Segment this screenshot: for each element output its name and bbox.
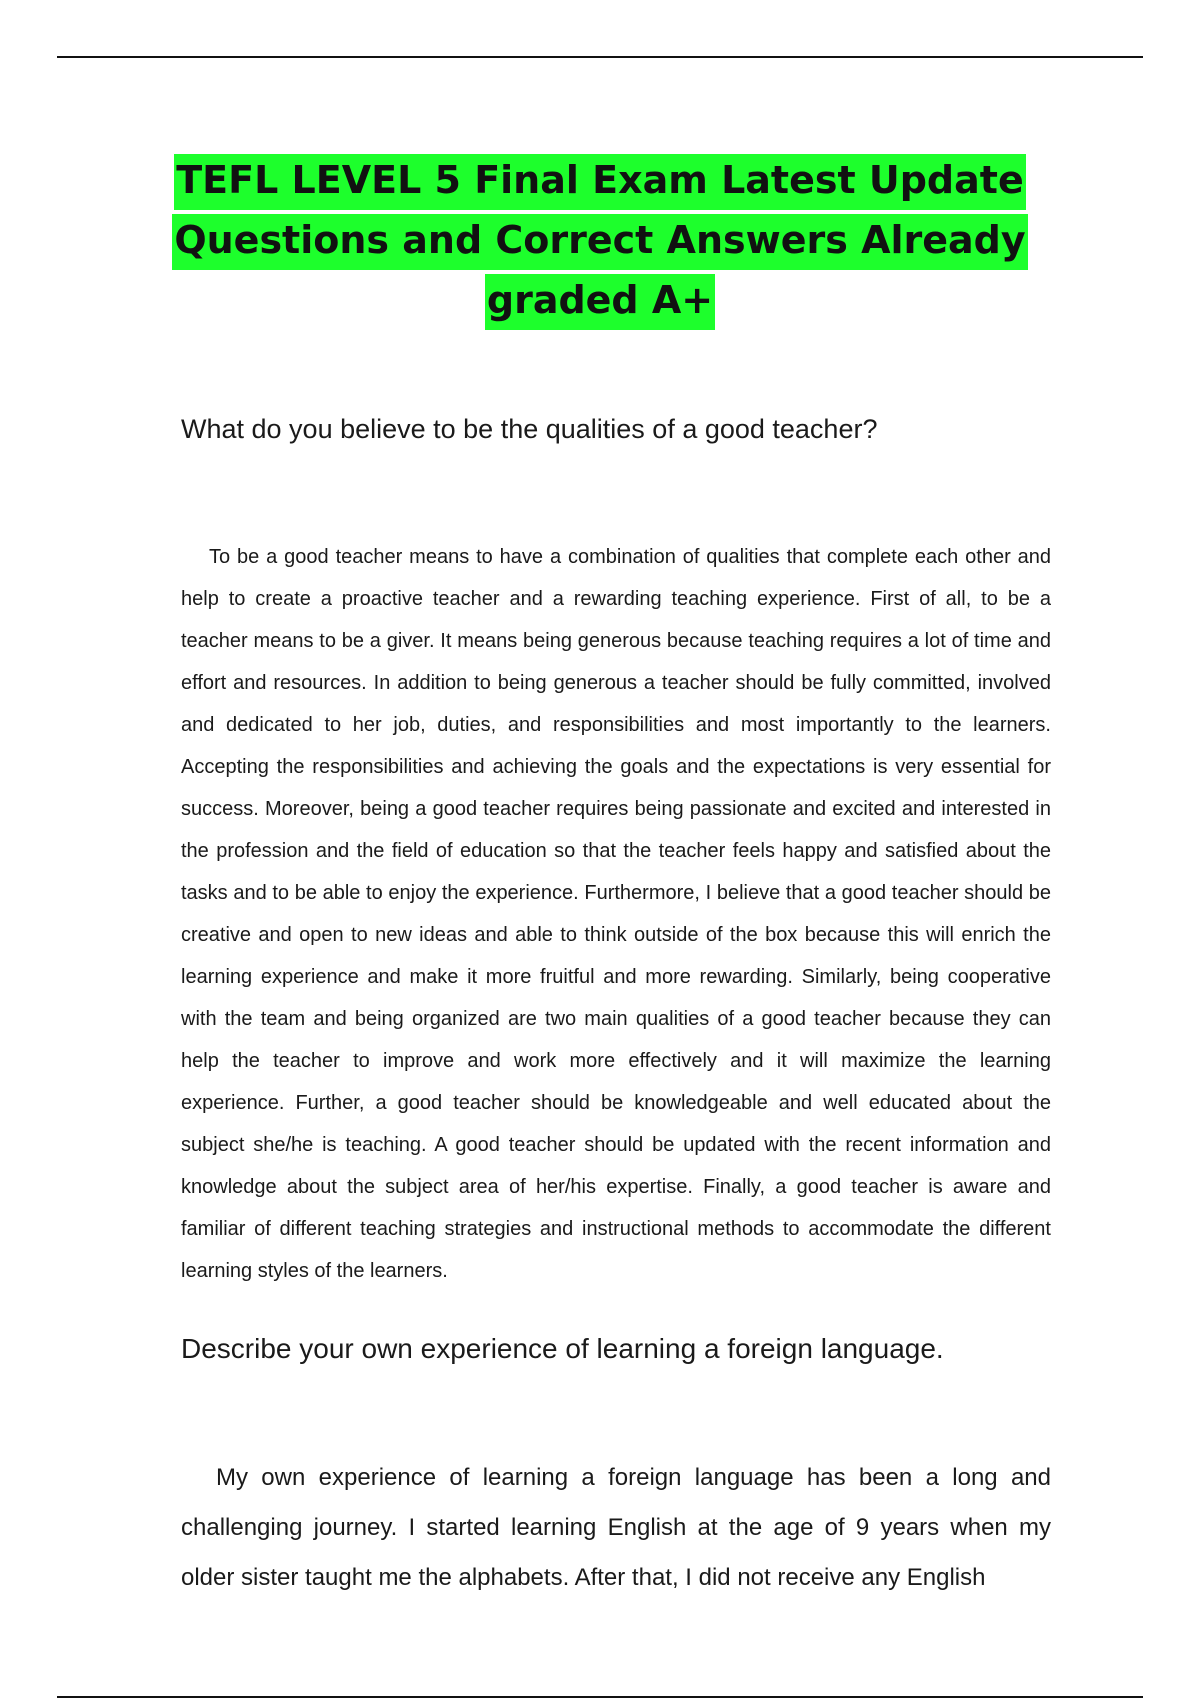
answer-2: My own experience of learning a foreign language has been a long and challenging journey. I started learning English at the age of 9 years when my older sister taught me the alphabets. After that, I did not receive any English xyxy=(181,1464,1051,1591)
title-line-3 xyxy=(0,270,1200,330)
title-highlight: TEFL LEVEL 5 Final Exam Latest Update xyxy=(174,154,1025,210)
answer-1: To be a good teacher means to have a combination of qualities that complete each other and help to create a proactive teacher and a rewarding teaching experience. First of all, to be a teacher means to be a giver. It means being generous because teaching requires a lot of time and effort and resources. In addition to being generous a teacher should be fully committed, involved and dedicated to her job, duties, and responsibilities and most importantly to the learners. Accepting the responsibilities and achieving the goals and the expectations is very essential for success. Moreover, being a good teacher requires being passionate and excited and interested in the profession and the field of education so that the teacher feels happy and satisfied about the tasks and to be able to enjoy the experience. Furthermore, I believe that a good teacher should be creative and open to new ideas and able to think outside of the box because this will enrich the learning experience and make it more fruitful and more rewarding. Similarly, being cooperative with the team and being organized are two main qualities of a good teacher because they can help the teacher to improve and work more effectively and it will maximize the learning experience. Further, a good teacher should be knowledgeable and well educated about the subject she/he is teaching. A good teacher should be updated with the recent information and knowledge about the subject area of her/his expertise. Finally, a good teacher is aware and familiar of different teaching strategies and instructional methods to accommodate the different learning styles of the learners. xyxy=(181,546,1051,1282)
question-1: What do you believe to be the qualities of a good teacher? xyxy=(181,414,878,444)
title-line-1 xyxy=(0,150,1200,210)
title-line-2 xyxy=(0,210,1200,270)
bottom-rule xyxy=(57,1696,1143,1698)
top-rule xyxy=(57,56,1143,58)
document-title xyxy=(0,150,1200,330)
title-highlight: graded A+ xyxy=(485,274,715,330)
question-2: Describe your own experience of learning a foreign language. xyxy=(181,1333,944,1364)
title-highlight: Questions and Correct Answers Already xyxy=(172,214,1027,270)
